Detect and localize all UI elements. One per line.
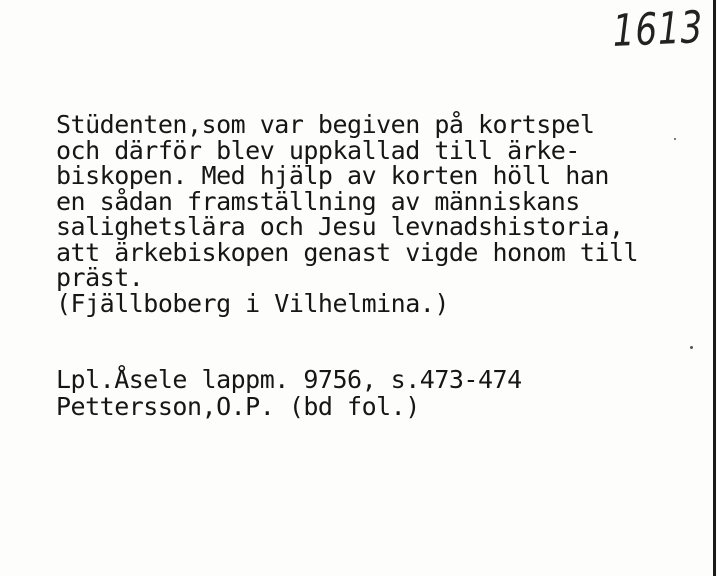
reference-block <box>56 366 522 420</box>
paper-speck <box>674 138 676 140</box>
story-line: salighetslära och Jesu levnadshistoria, <box>56 212 624 241</box>
collector-reference: Pettersson,O.P. (bd fol.) <box>56 392 420 421</box>
story-line: biskopen. Med hjälp av korten höll han <box>56 161 609 190</box>
story-text <box>56 112 638 316</box>
story-line: en sådan framställning av människans <box>56 186 580 216</box>
source-reference: Lpl.Åsele lappm. 9756, s.473-474 <box>56 365 522 394</box>
paper-speck <box>690 346 693 349</box>
card-edge <box>713 0 716 576</box>
story-line: Stüdenten,som var begiven på kortspel <box>56 110 595 139</box>
story-line: och därför blev uppkallad till ärke- <box>56 135 580 165</box>
card-number: 1613 <box>612 1 704 57</box>
story-location: (Fjällboberg i Vilhelmina.) <box>56 288 449 318</box>
story-line: att ärkebiskopen genast vigde honom till <box>56 237 639 267</box>
story-line: präst. <box>56 263 144 292</box>
